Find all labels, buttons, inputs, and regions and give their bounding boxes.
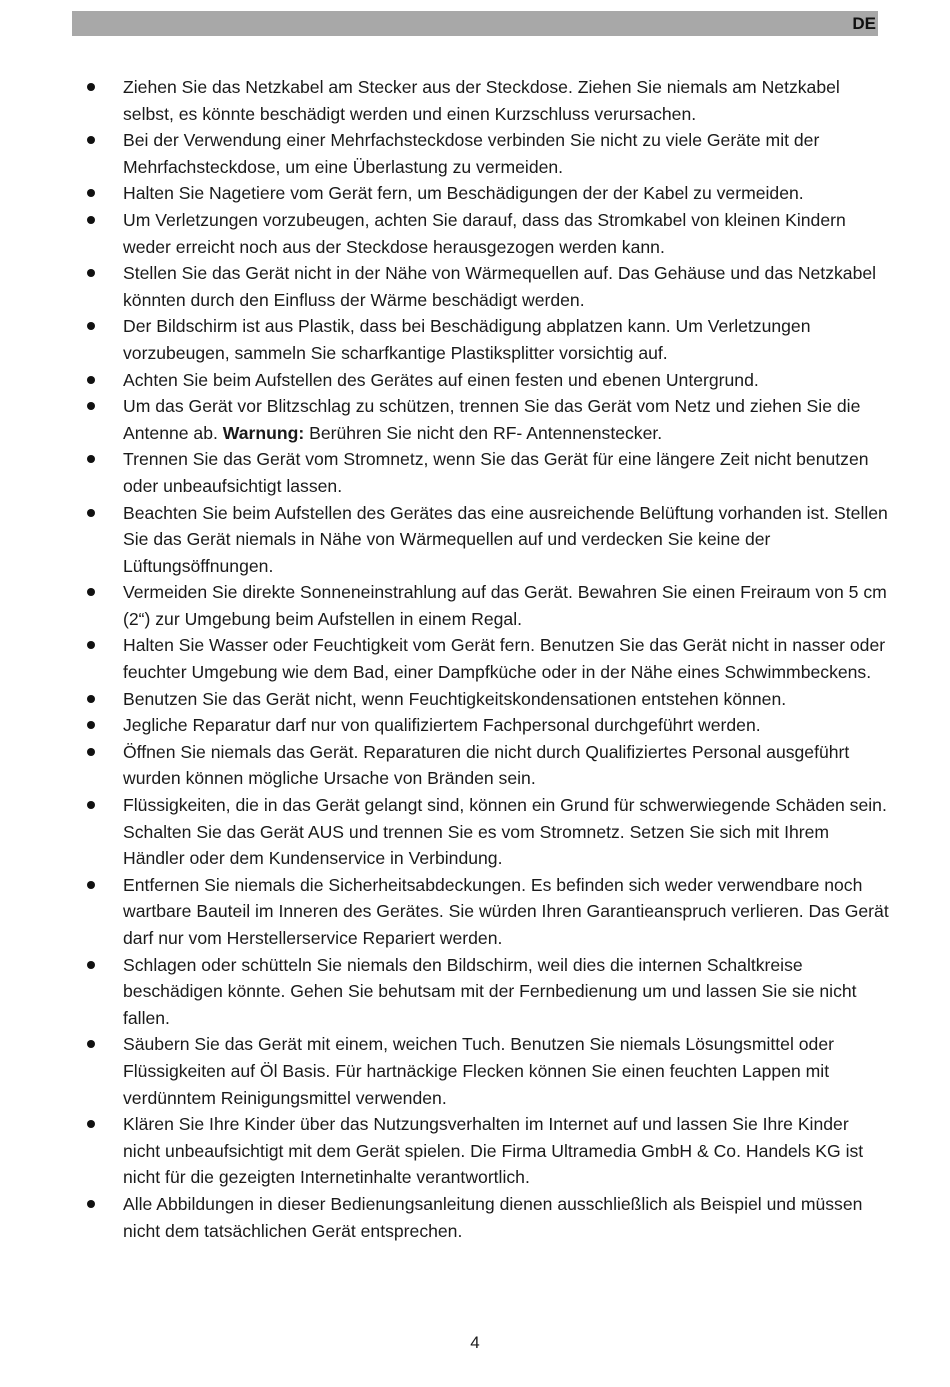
list-item-text: Um Verletzungen vorzubeugen, achten Sie darauf, dass das Stromkabel von kleinen Kindern weder erreicht noch aus der Steckdose herausgezogen werden kann. <box>123 209 846 257</box>
bullet-icon <box>87 881 95 889</box>
bullet-icon <box>87 1120 95 1128</box>
bullet-icon <box>87 189 95 197</box>
bullet-icon <box>87 641 95 649</box>
list-item <box>0 207 950 260</box>
list-item <box>0 260 950 313</box>
bullet-icon <box>87 1200 95 1208</box>
list-item <box>0 579 950 632</box>
list-item-text: Alle Abbildungen in dieser Bedienungsanleitung dienen ausschließlich als Beispiel und müssen nicht dem tatsächlichen Gerät entsprechen. <box>123 1193 863 1241</box>
list-item <box>0 739 950 792</box>
bullet-icon <box>87 961 95 969</box>
list-item-text <box>123 396 860 443</box>
list-item-text: Säubern Sie das Gerät mit einem, weichen Tuch. Benutzen Sie niemals Lösungsmittel oder Flüssigkeiten auf Öl Basis. Für hartnäckige Flecken können Sie einen feuchten Lappen mit verdünntem Reinigungsmittel verwenden. <box>123 1034 834 1108</box>
bullet-icon <box>87 1040 95 1048</box>
list-item-text: Beachten Sie beim Aufstellen des Gerätes das eine ausreichende Belüftung vorhanden ist. Stellen Sie das Gerät niemals in Nähe von Wärmequellen auf und verdecken Sie keine der Lüftungsöffnungen. <box>123 502 888 576</box>
list-item <box>0 952 950 1032</box>
list-item <box>0 446 950 499</box>
list-item <box>0 872 950 952</box>
bullet-icon <box>87 695 95 703</box>
bullet-icon <box>87 748 95 756</box>
list-item-text: Halten Sie Nagetiere vom Gerät fern, um Beschädigungen der der Kabel zu vermeiden. <box>123 183 804 204</box>
list-item-text: Flüssigkeiten, die in das Gerät gelangt sind, können ein Grund für schwerwiegende Schäden sein. Schalten Sie das Gerät AUS und trennen Sie es vom Stromnetz. Setzen Sie sich mit Ihrem Händler oder dem Kundenservice in Verbindung. <box>123 795 887 869</box>
list-item <box>0 180 950 207</box>
list-item-text-part: Um das Gerät vor Blitzschlag zu schützen, trennen Sie das Gerät vom Netz und ziehen Sie die Antenne ab. <box>123 396 861 443</box>
list-item <box>0 127 950 180</box>
bullet-icon <box>87 322 95 330</box>
list-item-text: Jegliche Reparatur darf nur von qualifiziertem Fachpersonal durchgeführt werden. <box>123 715 761 736</box>
list-item-text: Ziehen Sie das Netzkabel am Stecker aus der Steckdose. Ziehen Sie niemals am Netzkabel selbst, es könnte beschädigt werden und einen Kurzschluss verursachen. <box>123 77 840 124</box>
list-item-text: Der Bildschirm ist aus Plastik, dass bei Beschädigung abplatzen kann. Um Verletzungen vorzubeugen, sammeln Sie scharfkantige Plastiksplitter vorsichtig auf. <box>123 316 811 363</box>
list-item-text: Stellen Sie das Gerät nicht in der Nähe von Wärmequellen auf. Das Gehäuse und das Netzkabel könnten durch den Einfluss der Wärme beschädigt werden. <box>123 263 877 310</box>
list-item <box>0 686 950 713</box>
warning-label: Warnung: <box>222 422 305 443</box>
bullet-icon <box>87 269 95 277</box>
bullet-icon <box>87 83 95 91</box>
bullet-icon <box>87 376 95 384</box>
bullet-icon <box>87 136 95 144</box>
language-label: DE <box>852 14 876 33</box>
list-item-text: Vermeiden Sie direkte Sonneneinstrahlung auf das Gerät. Bewahren Sie einen Freiraum von 5 cm (2“) zur Umgebung beim Aufstellen in einem Regal. <box>123 582 887 629</box>
list-item-text: Klären Sie Ihre Kinder über das Nutzungsverhalten im Internet auf und lassen Sie Ihre Kinder nicht unbeaufsichtigt mit dem Gerät spielen. Die Firma Ultramedia GmbH & Co. Handels KG ist nicht für die gezeigten Internetinhalte verantwortlich. <box>123 1114 864 1188</box>
list-item-text: Öffnen Sie niemals das Gerät. Reparaturen die nicht durch Qualifiziertes Personal ausgeführt wurden können mögliche Ursache von Bränden sein. <box>123 741 850 789</box>
safety-instructions-list <box>0 74 950 1244</box>
list-item <box>0 712 950 739</box>
list-item <box>0 1191 950 1244</box>
list-item-text: Trennen Sie das Gerät vom Stromnetz, wenn Sie das Gerät für eine längere Zeit nicht benutzen oder unbeaufsichtigt lassen. <box>123 449 869 496</box>
list-item-text: Entfernen Sie niemals die Sicherheitsabdeckungen. Es befinden sich weder verwendbare noch wartbare Bauteil im Inneren des Gerätes. Sie würden Ihren Garantieanspruch verlieren. Das Gerät darf nur vom Herstellerservice Repariert werden. <box>123 874 889 948</box>
bullet-icon <box>87 216 95 224</box>
list-item <box>0 313 950 366</box>
list-item-text: Achten Sie beim Aufstellen des Gerätes auf einen festen und ebenen Untergrund. <box>123 369 759 390</box>
list-item-text: Bei der Verwendung einer Mehrfachsteckdose verbinden Sie nicht zu viele Geräte mit der Mehrfachsteckdose, um eine Überlastung zu vermeiden. <box>123 130 820 177</box>
list-item-text: Benutzen Sie das Gerät nicht, wenn Feuchtigkeitskondensationen entstehen können. <box>123 688 787 709</box>
list-item <box>0 1031 950 1111</box>
header-bar <box>72 11 878 36</box>
list-item-text-part: Berühren Sie nicht den RF- Antennenstecker. <box>304 422 663 443</box>
list-item <box>0 1111 950 1191</box>
bullet-icon <box>87 455 95 463</box>
list-item <box>0 74 950 127</box>
bullet-icon <box>87 721 95 729</box>
page-number: 4 <box>470 1333 480 1352</box>
list-item <box>0 632 950 685</box>
list-item <box>0 367 950 394</box>
list-item <box>0 500 950 580</box>
list-item <box>0 393 950 446</box>
bullet-icon <box>87 801 95 809</box>
bullet-icon <box>87 588 95 596</box>
list-item-text: Schlagen oder schütteln Sie niemals den Bildschirm, weil dies die internen Schaltkreise beschädigen könnte. Gehen Sie behutsam mit der Fernbedienung um und lassen Sie sie nicht fallen. <box>123 954 857 1028</box>
list-item <box>0 792 950 872</box>
bullet-icon <box>87 509 95 517</box>
list-item-text: Halten Sie Wasser oder Feuchtigkeit vom Gerät fern. Benutzen Sie das Gerät nicht in nasser oder feuchter Umgebung wie dem Bad, einer Dampfküche oder in der Nähe eines Schwimmbeckens. <box>123 635 886 683</box>
bullet-icon <box>87 402 95 410</box>
